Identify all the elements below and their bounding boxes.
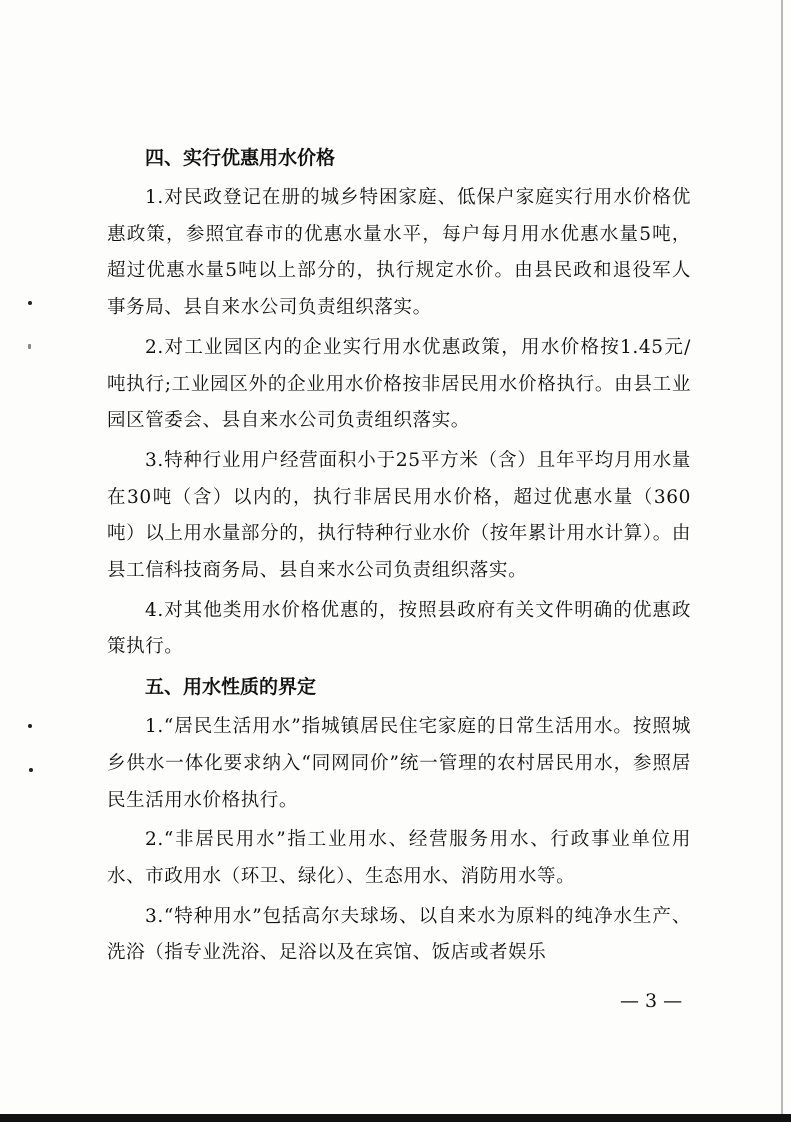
section-5: [107, 669, 691, 972]
page-number: — 3 —: [620, 990, 683, 1012]
paragraph: 1.“居民生活用水”指城镇居民住宅家庭的日常生活用水。按照城乡供水一体化要求纳入“同网同价”统一管理的农村居民用水，参照居民生活用水价格执行。: [107, 716, 691, 811]
section-4: [107, 140, 691, 666]
scan-speck: [28, 724, 32, 728]
scan-speck: [29, 768, 33, 772]
paragraph: 3.“特种用水”包括高尔夫球场、以自来水为原料的纯净水生产、洗浴（指专业洗浴、足浴以及在宾馆、饭店或者娱乐: [107, 905, 691, 964]
section-heading: 四、实行优惠用水价格: [145, 147, 336, 169]
scan-speck: [28, 344, 31, 349]
scan-speck: [28, 301, 32, 305]
paragraph: 1.对民政登记在册的城乡特困家庭、低保户家庭实行用水价格优惠政策，参照宜春市的优惠水量水平，每户每月用水优惠水量5吨，超过优惠水量5吨以上部分的，执行规定水价。由县民政和退役军人事务局、县自来水公司负责组织落实。: [107, 187, 691, 319]
paragraph: 2.对工业园区内的企业实行用水优惠政策，用水价格按1.45元/吨执行;工业园区外的企业用水价格按非居民用水价格执行。由县工业园区管委会、县自来水公司负责组织落实。: [107, 336, 691, 432]
scan-bottom-border: [0, 1114, 791, 1122]
paragraph: 2.“非居民用水”指工业用水、经营服务用水、行政事业单位用水、市政用水（环卫、绿化）、生态用水、消防用水等。: [107, 829, 691, 887]
section-heading: 五、用水性质的界定: [145, 676, 317, 699]
scan-edge-shadow: [781, 0, 783, 1114]
paragraph: 3.特种行业用户经营面积小于25平方米（含）且年平均月用水量在30吨（含）以内的，执行非居民用水价格，超过优惠水量（360吨）以上用水量部分的，执行特种行业水价（按年累计用水计算）。由县工信科技商务局、县自来水公司负责组织落实。: [107, 449, 691, 582]
paragraph: 4.对其他类用水价格优惠的，按照县政府有关文件明确的优惠政策执行。: [107, 599, 691, 658]
document-body: [107, 140, 691, 975]
